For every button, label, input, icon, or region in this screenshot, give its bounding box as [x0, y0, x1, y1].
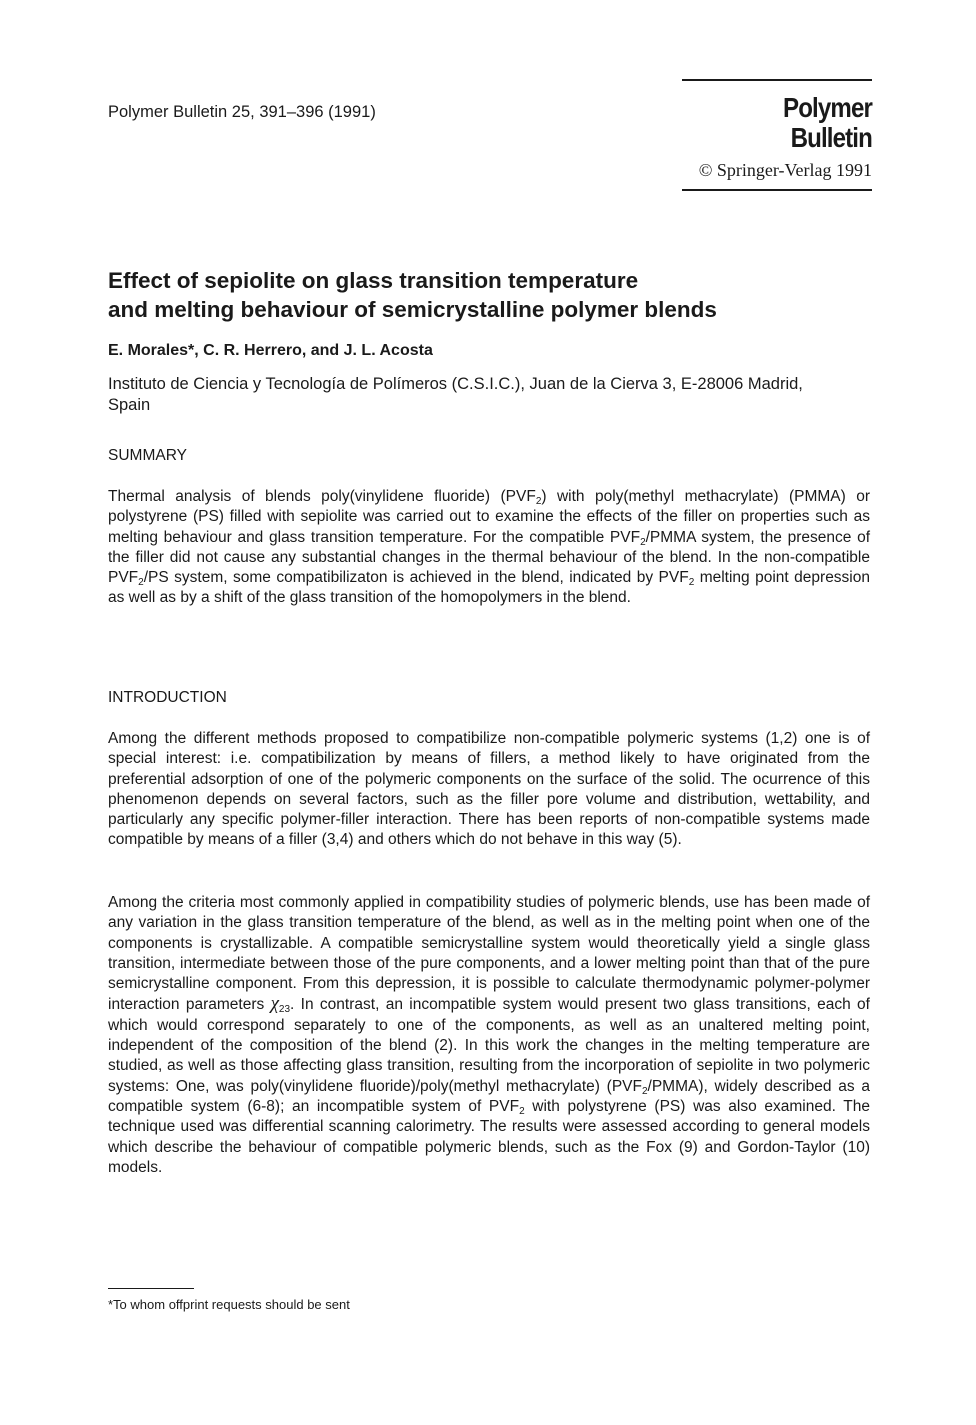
summary-text: ) with poly(methyl methacrylate) (PMMA) or polystyrene (PS) filled with sepiolite was carried out to examine the effects of the filler on properties such as melting behaviour and glass transition temperature. For the compatible PVF	[108, 488, 870, 546]
author-list: E. Morales*, C. R. Herrero, and J. L. Acosta	[108, 342, 433, 359]
chi-symbol: χ	[270, 993, 279, 1015]
intro-paragraph-2	[108, 893, 870, 1178]
subscript: 2	[640, 536, 646, 548]
intro-text: Among the criteria most commonly applied in compatibility studies of polymeric blends, use has been made of any variation in the glass transition temperature of the blend, as well as in the melting point when one of the components is crystallizable. A compatible semicrystalline system would theoretically yield a single glass transition, intermediate between those of the pure components, and a lower melting point than that of the pure semicrystalline component. From this depression, it is possible to calculate thermodynamic polymer-polymer interaction parameters	[108, 894, 870, 1014]
summary-paragraph	[108, 487, 870, 609]
author-affiliation: Instituto de Ciencia y Tecnología de Polímeros (C.S.I.C.), Juan de la Cierva 3, E-28006 Madrid, Spain	[108, 375, 803, 414]
title-line-1: Effect of sepiolite on glass transition temperature	[108, 268, 639, 293]
footnote-rule	[108, 1288, 194, 1289]
summary-text: melting point depression as well as by a shift of the glass transition of the homopolymers in the blend.	[108, 569, 870, 607]
summary-text: /PMMA system, the presence of the filler did not cause any substantial changes in the thermal behaviour of the blend. In the non-compatible PVF	[108, 528, 871, 587]
brand-top-rule	[682, 79, 872, 81]
journal-name: Polymer Bulletin	[782, 92, 872, 153]
article-title	[108, 266, 868, 324]
subscript: 2	[138, 577, 144, 589]
intro-paragraph-1: Among the different methods proposed to compatibilize non-compatible polymeric systems (1,2) one is of special interest: i.e. compatibilization by means of fillers, a method likely to have originated from the preferential adsorption of one of the polymeric components on the surface of the solid. The ocurrence of this phenomenon depends on several factors, such as the filler pore volume and distribution, wettability, and particularly any specific polymer-filler interaction. There has been reports of non-compatible systems made compatible by means of a filler (3,4) and others which do not behave in this way (5).	[108, 730, 870, 849]
journal-brand-block	[682, 79, 872, 191]
introduction-heading: INTRODUCTION	[108, 689, 227, 706]
footnote: *To whom offprint requests should be sent	[108, 1297, 350, 1312]
summary-text: Thermal analysis of blends poly(vinylidene fluoride) (PVF	[108, 488, 536, 505]
title-line-2: and melting behaviour of semicrystalline polymer blends	[108, 297, 717, 322]
subscript: 2	[519, 1105, 525, 1117]
summary-heading: SUMMARY	[108, 447, 187, 464]
journal-citation: Polymer Bulletin 25, 391–396 (1991)	[108, 103, 376, 121]
subscript: 2	[535, 496, 542, 507]
intro-text: with polystyrene (PS) was also examined. The technique used was differential scanning calorimetry. The results were assessed according to general models which describe the behaviour of compatible polymeric blends, such as the Fox (9) and Gordon-Taylor (10) models.	[108, 1097, 870, 1176]
copyright-notice: © Springer-Verlag 1991	[698, 160, 872, 180]
brand-bottom-rule	[682, 189, 872, 191]
subscript: 23	[278, 1004, 291, 1016]
subscript: 2	[641, 1085, 648, 1097]
intro-text: . In contrast, an incompatible system would present two glass transitions, each of which would correspond separately to one of the components, as well as an unaltered melting point, independent of the composition of the blend (2). In this work the changes in the melting temperature are studied, as well as those affecting glass transition, resulting from the incorporation of sepiolite in two polymeric systems: One, was poly(vinylidene fluoride)/poly(methyl methacrylate) (PVF	[108, 996, 870, 1095]
subscript: 2	[688, 577, 695, 589]
intro-text: /PMMA), widely described as a compatible system (6-8); an incompatible system of PVF	[108, 1077, 870, 1115]
summary-text: /PS system, some compatibilizaton is achieved in the blend, indicated by PVF	[143, 569, 689, 587]
